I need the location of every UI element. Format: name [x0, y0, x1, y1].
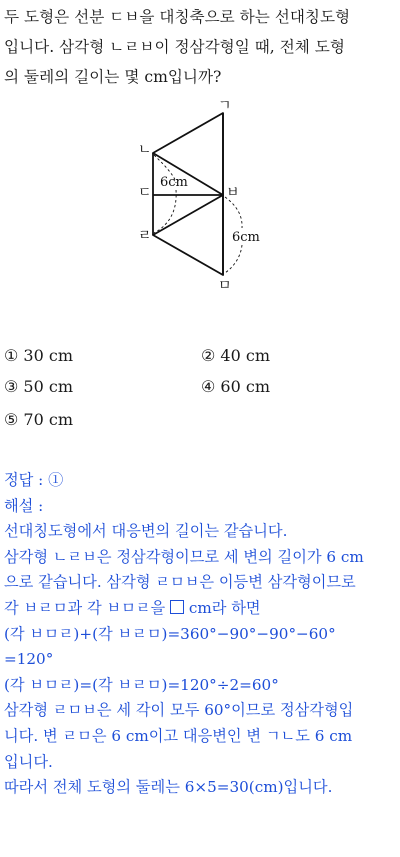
dim-arc-right	[225, 197, 242, 228]
answer-line: 니다. 변 ㄹㅁ은 6 cm이고 대응변인 변 ㄱㄴ도 6 cm	[4, 726, 353, 745]
blank-box-icon	[170, 600, 184, 614]
answer-explanation	[4, 468, 398, 801]
choice-2[interactable]: ② 40 cm	[201, 346, 271, 365]
dim-arc-right	[225, 245, 242, 273]
choice-3[interactable]: ③ 50 cm	[4, 377, 74, 396]
answer-line: (각 ㅂㅁㄹ)+(각 ㅂㄹㅁ)=360°−90°−90°−60°	[4, 624, 336, 643]
point-label: ㄱ	[218, 98, 232, 114]
question-line: 의 둘레의 길이는 몇 cm입니까?	[4, 68, 222, 86]
length-label-right: 6cm	[232, 230, 260, 245]
choice-5[interactable]: ⑤ 70 cm	[4, 410, 74, 429]
answer-line: 입니다.	[4, 752, 53, 771]
answer-line: 삼각형 ㄹㅁㅂ은 세 각이 모두 60°이므로 정삼각형입	[4, 701, 354, 720]
answer-line: 으로 같습니다. 삼각형 ㄹㅁㅂ은 이등변 삼각형이므로	[4, 573, 356, 592]
answer-line: (각 ㅂㅁㄹ)=(각 ㅂㄹㅁ)=120°÷2=60°	[4, 675, 279, 694]
answer-line: 따라서 전체 도형의 둘레는 6×5=30(cm)입니다.	[4, 778, 333, 797]
question-line: 입니다. 삼각형 ㄴㄹㅂ이 정삼각형일 때, 전체 도형	[4, 38, 345, 56]
length-label-left: 6cm	[160, 175, 188, 190]
point-label: ㄴ	[138, 142, 152, 158]
answer-line: 선대칭도형에서 대응변의 길이는 같습니다.	[4, 522, 288, 541]
lower-triangle	[153, 195, 223, 275]
choice-1[interactable]: ① 30 cm	[4, 346, 74, 365]
answer-line	[4, 596, 398, 622]
point-label: ㅁ	[218, 278, 232, 294]
answer-line: 정답 : ①	[4, 471, 64, 489]
point-label: ㄷ	[138, 185, 152, 201]
figure-diagram	[0, 0, 400, 340]
answer-text: 각 ㅂㄹㅁ과 각 ㅂㅁㄹ을	[4, 598, 166, 617]
choice-4[interactable]: ④ 60 cm	[201, 377, 271, 396]
answer-line: 삼각형 ㄴㄹㅂ은 정삼각형이므로 세 변의 길이가 6 cm	[4, 547, 364, 566]
point-label: ㅂ	[226, 185, 240, 201]
answer-text: cm라 하면	[188, 598, 261, 617]
question-line: 두 도형은 선분 ㄷㅂ을 대칭축으로 하는 선대칭도형	[4, 8, 351, 26]
dim-arc-left	[154, 190, 176, 233]
answer-line: =120°	[4, 650, 54, 669]
answer-line: 해설 :	[4, 496, 44, 515]
point-label: ㄹ	[138, 228, 152, 244]
